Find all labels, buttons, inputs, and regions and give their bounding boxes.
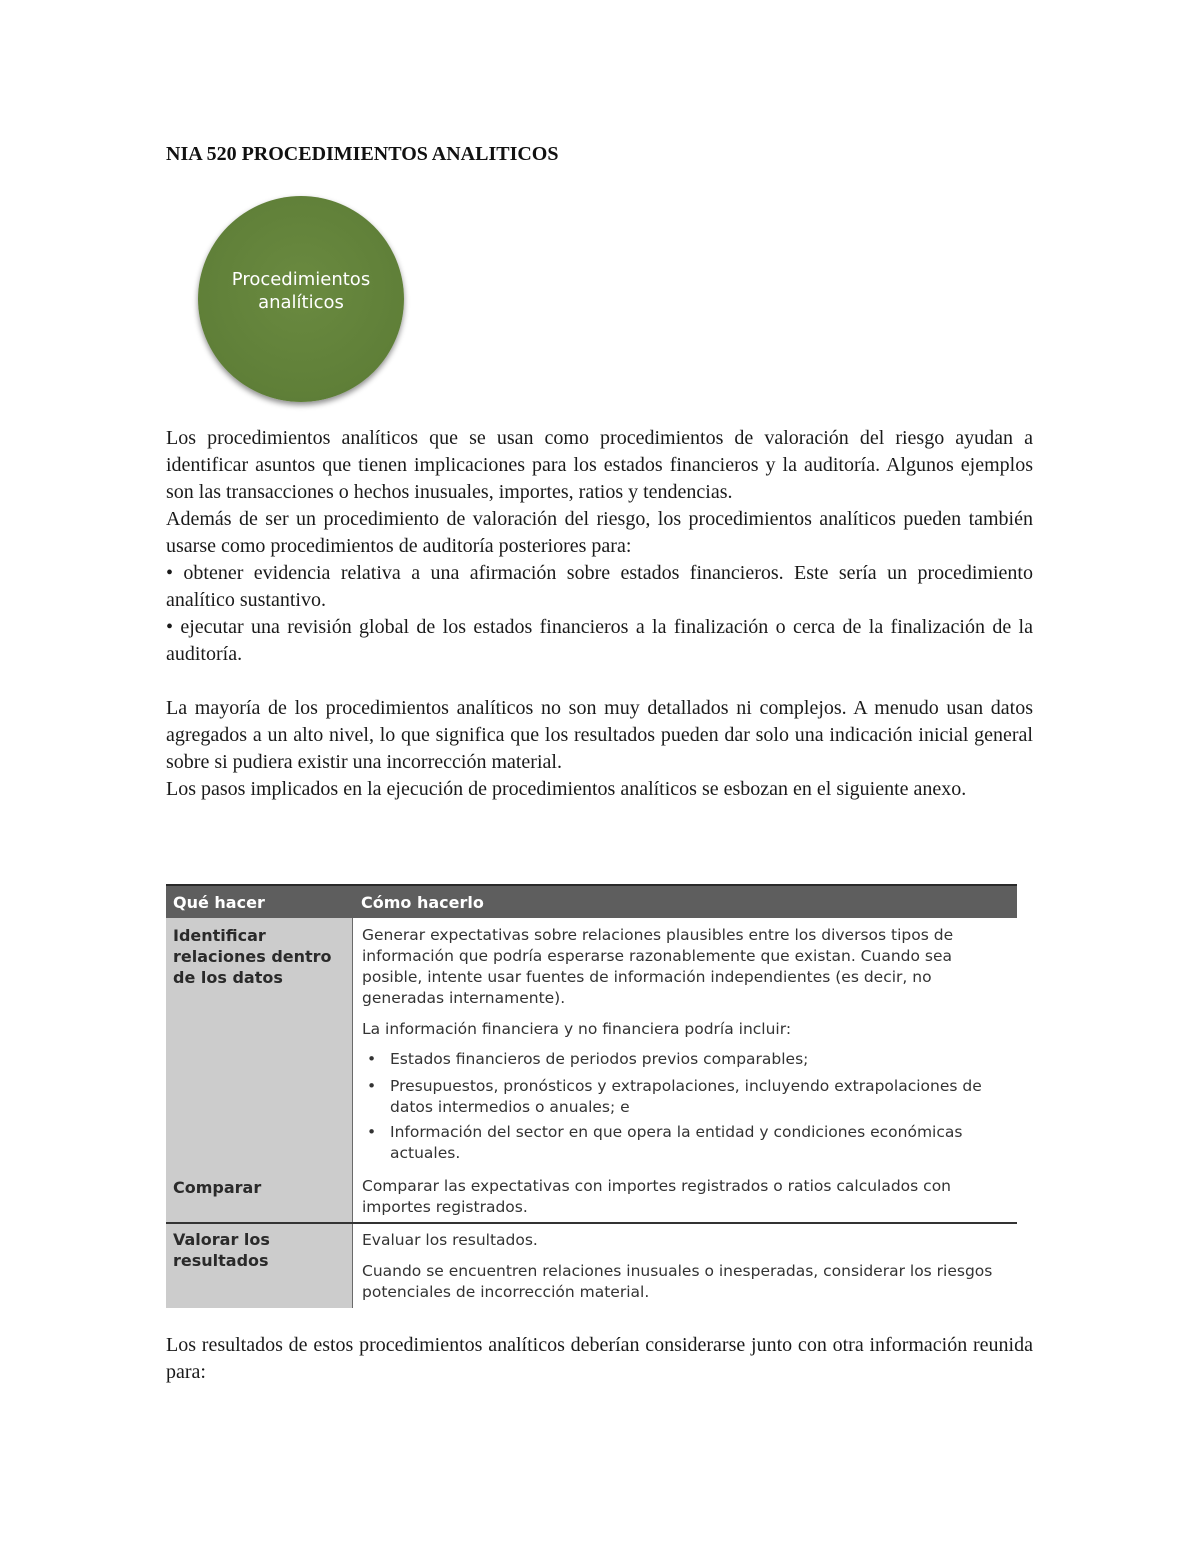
- circle-label-line1: Procedimientos: [231, 269, 371, 290]
- row-comparar-content: [362, 1176, 1010, 1218]
- row-identificar-text: Generar expectativas sobre relaciones plausibles entre los diversos tipos de información que podría esperarse razonablemente que existan. Cuando sea posible, intente usar fuentes de información independientes (es decir, no generadas internamente).: [362, 926, 954, 1007]
- row-valorar-detail: Cuando se encuentren relaciones inusuales o inesperadas, considerar los riesgos potenciales de incorrección material.: [362, 1262, 993, 1301]
- column-divider: [352, 918, 353, 1308]
- bullet-icon: •: [367, 1123, 377, 1141]
- row-valorar-label: Valorar los resultados: [173, 1230, 270, 1270]
- row-valorar-content: [362, 1230, 1010, 1303]
- row-identificar-label: Identificar relaciones dentro de los datos: [173, 926, 332, 987]
- list-item: • Estados financieros de periodos previos comparables;: [367, 1050, 809, 1068]
- bullet-icon: •: [367, 1050, 377, 1068]
- procedimientos-circle-diagram: [198, 196, 404, 402]
- paragraph-7: Los resultados de estos procedimientos analíticos deberían considerarse junto con otra información reunida para:: [166, 1334, 1033, 1383]
- header-como-hacerlo: Cómo hacerlo: [361, 893, 484, 912]
- analytical-steps-table: [166, 884, 1017, 1308]
- paragraph-1: Los procedimientos analíticos que se usan como procedimientos de valoración del riesgo ayudan a identificar asuntos que tienen implicaciones para los estados financieros y la auditoría. Algunos ejemplos son las transacciones o hechos inusuales, importes, ratios y tendencias.: [166, 427, 1033, 503]
- row-identificar-intro: La información financiera y no financiera podría incluir:: [362, 1020, 792, 1038]
- document-title: NIA 520 PROCEDIMIENTOS ANALITICOS: [166, 143, 559, 165]
- row-divider: [166, 1222, 1017, 1224]
- row-comparar-text: Comparar las expectativas con importes registrados o ratios calculados con importes registrados.: [362, 1177, 951, 1216]
- header-que-hacer: Qué hacer: [173, 893, 265, 912]
- paragraph-5: La mayoría de los procedimientos analíticos no son muy detallados ni complejos. A menudo usan datos agregados a un alto nivel, lo que significa que los resultados pueden dar solo una indicación inicial general sobre si pudiera existir una incorrección material.: [166, 697, 1033, 773]
- circle-label-line2: analíticos: [258, 292, 344, 313]
- list-item: • Presupuestos, pronósticos y extrapolaciones, incluyendo extrapolaciones de datos intermedios o anuales; e: [367, 1077, 982, 1116]
- paragraph-3-bullet: • obtener evidencia relativa a una afirmación sobre estados financieros. Este sería un procedimiento analítico sustantivo.: [166, 562, 1033, 611]
- row-comparar-label: Comparar: [173, 1178, 262, 1197]
- row-identificar-content: [362, 925, 1010, 1164]
- list-item: • Información del sector en que opera la entidad y condiciones económicas actuales.: [367, 1123, 963, 1162]
- paragraph-2: Además de ser un procedimiento de valoración del riesgo, los procedimientos analíticos pueden también usarse como procedimientos de auditoría posteriores para:: [166, 508, 1033, 557]
- paragraph-6: Los pasos implicados en la ejecución de procedimientos analíticos se esbozan en el siguiente anexo.: [166, 778, 967, 800]
- closing-text: [166, 1332, 1033, 1386]
- paragraph-4-bullet: • ejecutar una revisión global de los estados financieros a la finalización o cerca de la finalización de la auditoría.: [166, 616, 1033, 665]
- row-valorar-text: Evaluar los resultados.: [362, 1231, 538, 1249]
- intro-text: [166, 425, 1033, 803]
- circle-label: [198, 268, 404, 314]
- table-header: [166, 884, 1017, 918]
- bullet-icon: •: [367, 1077, 377, 1095]
